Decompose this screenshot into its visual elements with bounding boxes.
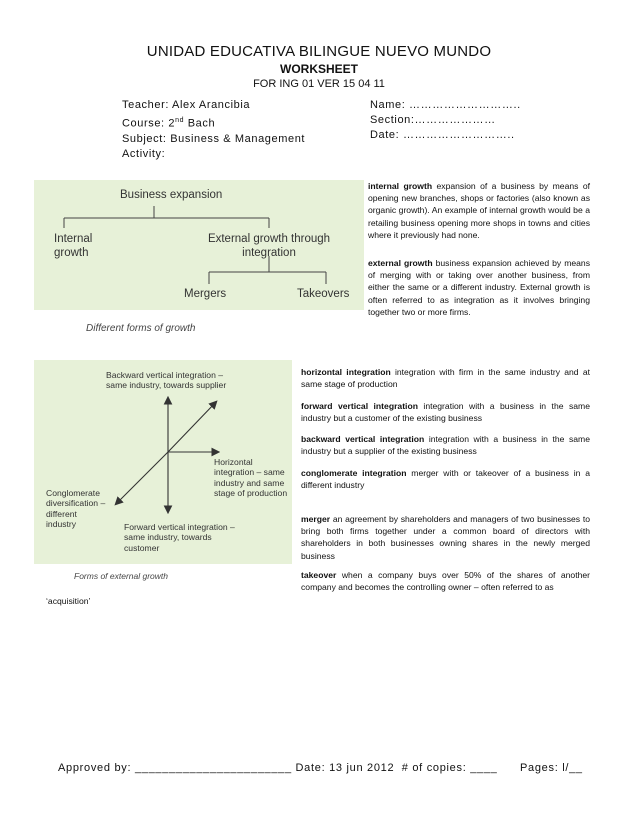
internal-growth-label: Internal growth: [54, 233, 93, 259]
def-takeover-end: ‘acquisition’: [46, 596, 91, 606]
figure2-caption: Forms of external growth: [74, 571, 169, 581]
subject-line: Subject: Business & Management: [122, 132, 306, 145]
forward-vertical-label: Forward vertical integration – same industry, towards customer: [124, 522, 235, 553]
def-internal-growth: internal growth expansion of a business by means of opening new branches, shops or factories (also known as organic growth). An example of internal growth would be a retailing business opening more shops in towns and cities where it previously had none.: [368, 181, 590, 240]
approval-footer: Approved by: _______________________ Date: 13 jun 2012 # of copies: ____ Pages: l/__: [58, 762, 583, 774]
def-backward-vertical-integration: backward vertical integration integration with a business in the same industry but a supplier of the existing business: [301, 434, 590, 457]
school-name: UNIDAD EDUCATIVA BILINGUE NUEVO MUNDO: [146, 43, 492, 60]
section-field[interactable]: Section:…………………: [370, 114, 496, 126]
external-growth-diagram: [34, 360, 292, 564]
activity-line: Activity:: [122, 147, 166, 160]
figure1-caption: Different forms of growth: [86, 323, 196, 334]
external-growth-label: External growth through integration: [207, 233, 331, 259]
growth-diagram: [34, 180, 364, 310]
name-field[interactable]: Name: ………………………..: [370, 99, 521, 111]
meta-right: [370, 98, 521, 143]
def-takeover: takeover when a company buys over 50% of the shares of another company and becomes the controlling owner – often referred to as: [301, 570, 590, 593]
mergers-label: Mergers: [184, 288, 227, 300]
meta-left: [122, 98, 305, 162]
conglomerate-label: Conglomerate diversification – different industry: [46, 488, 106, 530]
date-field[interactable]: Date: ………………………..: [370, 129, 515, 141]
takeovers-label: Takeovers: [297, 288, 350, 300]
teacher-line: Teacher: Alex Arancibia: [122, 99, 251, 111]
worksheet-title: WORKSHEET: [280, 62, 358, 76]
form-code: FOR ING 01 VER 15 04 11: [253, 78, 385, 90]
def-horizontal-integration: horizontal integration integration with firm in the same industry and at same stage of production: [301, 367, 591, 390]
def-external-growth: external growth business expansion achieved by means of merging with or taking over another business, from either the same or a different industry. External growth is often referred to as integration as it involves bringing together two or more firms.: [368, 258, 590, 317]
course-line: Course: 2nd Bach: [122, 117, 216, 130]
def-conglomerate-integration: conglomerate integration merger with or takeover of a business in a different industry: [301, 468, 590, 491]
business-expansion-label: Business expansion: [120, 189, 223, 201]
def-forward-vertical-integration: forward vertical integration integration with a business in the same industry but a customer of the existing business: [301, 401, 590, 424]
def-merger: merger an agreement by shareholders and managers of two businesses to bring both firms together under a common board of directors with shareholders in both businesses owning shares in the newly merged business: [301, 514, 590, 561]
backward-vertical-label: Backward vertical integration – same industry, towards supplier: [106, 370, 227, 391]
horizontal-label: Horizontal integration – same industry and same stage of production: [214, 457, 288, 499]
